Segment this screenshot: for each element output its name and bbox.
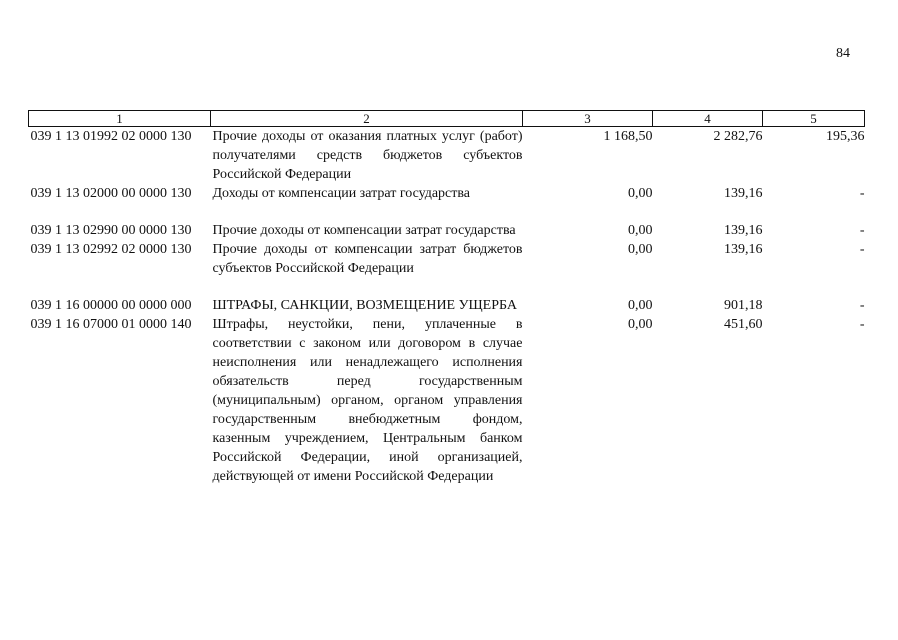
row-code: 039 1 13 01992 02 0000 130: [30, 129, 192, 144]
row-name: Прочие доходы от компенсации затрат бюджетов субъектов Российской Федерации: [212, 242, 523, 276]
table-header-row: [29, 111, 865, 127]
row-name: Прочие доходы от оказания платных услуг (работ) получателями средств бюджетов субъектов Российской Федерации: [212, 129, 523, 182]
row-value-5: -: [859, 298, 865, 313]
row-value-4: 901,18: [724, 298, 763, 313]
row-code: 039 1 16 00000 00 0000 000: [30, 298, 192, 313]
table-row: [29, 315, 865, 486]
row-value-3: 1 168,50: [603, 129, 653, 144]
row-value-4: 139,16: [724, 223, 763, 238]
row-name: ШТРАФЫ, САНКЦИИ, ВОЗМЕЩЕНИЕ УЩЕРБА: [212, 298, 517, 313]
row-name: Штрафы, неустойки, пени, уплаченные в соответствии с законом или договором в случае неисполнения или ненадлежащего исполнения обязательств перед государственным (муниципальным) органом, органом управления государственным внебюджетным фондом, казенным учреждением, Центральным банком Российской Федерации, иной организацией, действующей от имени Российской Федерации: [212, 317, 523, 484]
row-value-3: 0,00: [628, 223, 653, 238]
row-value-5: 195,36: [826, 129, 865, 144]
row-value-4: 2 282,76: [713, 129, 763, 144]
row-value-5: -: [859, 242, 865, 257]
column-header-4: 4: [653, 111, 763, 127]
row-spacer: [29, 278, 865, 296]
table-row: [29, 296, 865, 315]
row-code: 039 1 13 02000 00 0000 130: [30, 186, 192, 201]
table-row: [29, 184, 865, 203]
column-header-3: 3: [523, 111, 653, 127]
column-header-2: 2: [211, 111, 523, 127]
row-value-5: -: [859, 186, 865, 201]
row-value-4: 451,60: [724, 317, 763, 332]
row-value-5: -: [859, 223, 865, 238]
page-number: 84: [836, 46, 850, 61]
column-header-5: 5: [763, 111, 865, 127]
table-row: [29, 221, 865, 240]
row-value-3: 0,00: [628, 242, 653, 257]
row-value-3: 0,00: [628, 186, 653, 201]
row-value-5: -: [859, 317, 865, 332]
column-header-1: 1: [29, 111, 211, 127]
table-row: [29, 127, 865, 185]
row-name: Прочие доходы от компенсации затрат государства: [212, 223, 516, 238]
row-name: Доходы от компенсации затрат государства: [212, 186, 471, 201]
row-value-4: 139,16: [724, 186, 763, 201]
row-value-3: 0,00: [628, 298, 653, 313]
row-value-4: 139,16: [724, 242, 763, 257]
budget-table: [28, 110, 865, 486]
row-spacer: [29, 203, 865, 221]
row-code: 039 1 13 02990 00 0000 130: [30, 223, 192, 238]
row-value-3: 0,00: [628, 317, 653, 332]
table-row: [29, 240, 865, 278]
row-code: 039 1 16 07000 01 0000 140: [30, 317, 192, 332]
row-code: 039 1 13 02992 02 0000 130: [30, 242, 192, 257]
